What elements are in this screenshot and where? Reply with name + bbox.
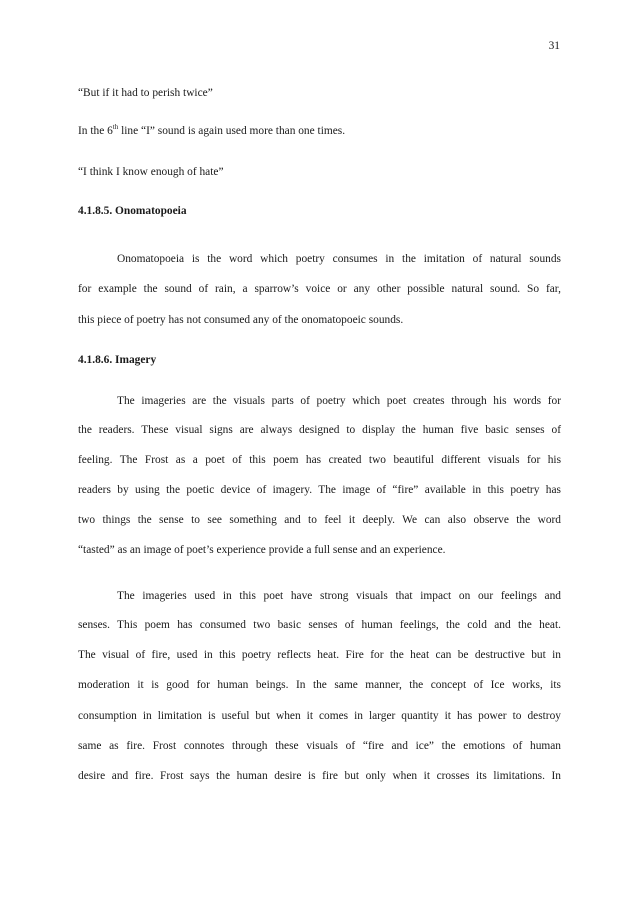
section-heading-imagery: 4.1.8.6. Imagery bbox=[78, 354, 157, 366]
sixth-line-superscript: th bbox=[112, 123, 119, 132]
paragraph-line: The visual of fire, used in this poetry reflects heat. Fire for the heat can be destructive but in bbox=[78, 649, 561, 661]
sixth-line-suffix: line “I” sound is again used more than one times. bbox=[118, 125, 346, 137]
poem-quote-line: “I think I know enough of hate” bbox=[78, 166, 224, 178]
paragraph-line: consumption in limitation is useful but when it comes in larger quantity it has power to destroy bbox=[78, 710, 561, 722]
paragraph-line: desire and fire. Frost says the human desire is fire but only when it crosses its limitations. In bbox=[78, 770, 561, 782]
sixth-line-note bbox=[78, 125, 345, 137]
paragraph-line: The imageries are the visuals parts of poetry which poet creates through his words for bbox=[117, 395, 561, 407]
poem-quote-line: “But if it had to perish twice” bbox=[78, 87, 213, 99]
page-number: 31 bbox=[548, 40, 560, 52]
paragraph-line: The imageries used in this poet have strong visuals that impact on our feelings and bbox=[117, 590, 561, 602]
paragraph-line: same as fire. Frost connotes through these visuals of “fire and ice” the emotions of human bbox=[78, 740, 561, 752]
paragraph-line: moderation it is good for human beings. In the same manner, the concept of Ice works, its bbox=[78, 679, 561, 691]
paragraph-line: feeling. The Frost as a poet of this poem has created two beautiful different visuals for his bbox=[78, 454, 561, 466]
paragraph-line: this piece of poetry has not consumed any of the onomatopoeic sounds. bbox=[78, 314, 404, 326]
section-heading-onomatopoeia: 4.1.8.5. Onomatopoeia bbox=[78, 205, 187, 217]
sixth-line-prefix: In the 6 bbox=[78, 125, 113, 137]
paragraph-line: Onomatopoeia is the word which poetry consumes in the imitation of natural sounds bbox=[117, 253, 561, 265]
paragraph-line: two things the sense to see something and to feel it deeply. We can also observe the word bbox=[78, 514, 561, 526]
paragraph-line: “tasted” as an image of poet’s experience provide a full sense and an experience. bbox=[78, 544, 446, 556]
paragraph-line: senses. This poem has consumed two basic senses of human feelings, the cold and the heat. bbox=[78, 619, 561, 631]
paragraph-line: the readers. These visual signs are always designed to display the human five basic senses of bbox=[78, 424, 561, 436]
paragraph-line: for example the sound of rain, a sparrow’s voice or any other possible natural sound. So far, bbox=[78, 283, 561, 295]
paragraph-line: readers by using the poetic device of imagery. The image of “fire” available in this poetry has bbox=[78, 484, 561, 496]
